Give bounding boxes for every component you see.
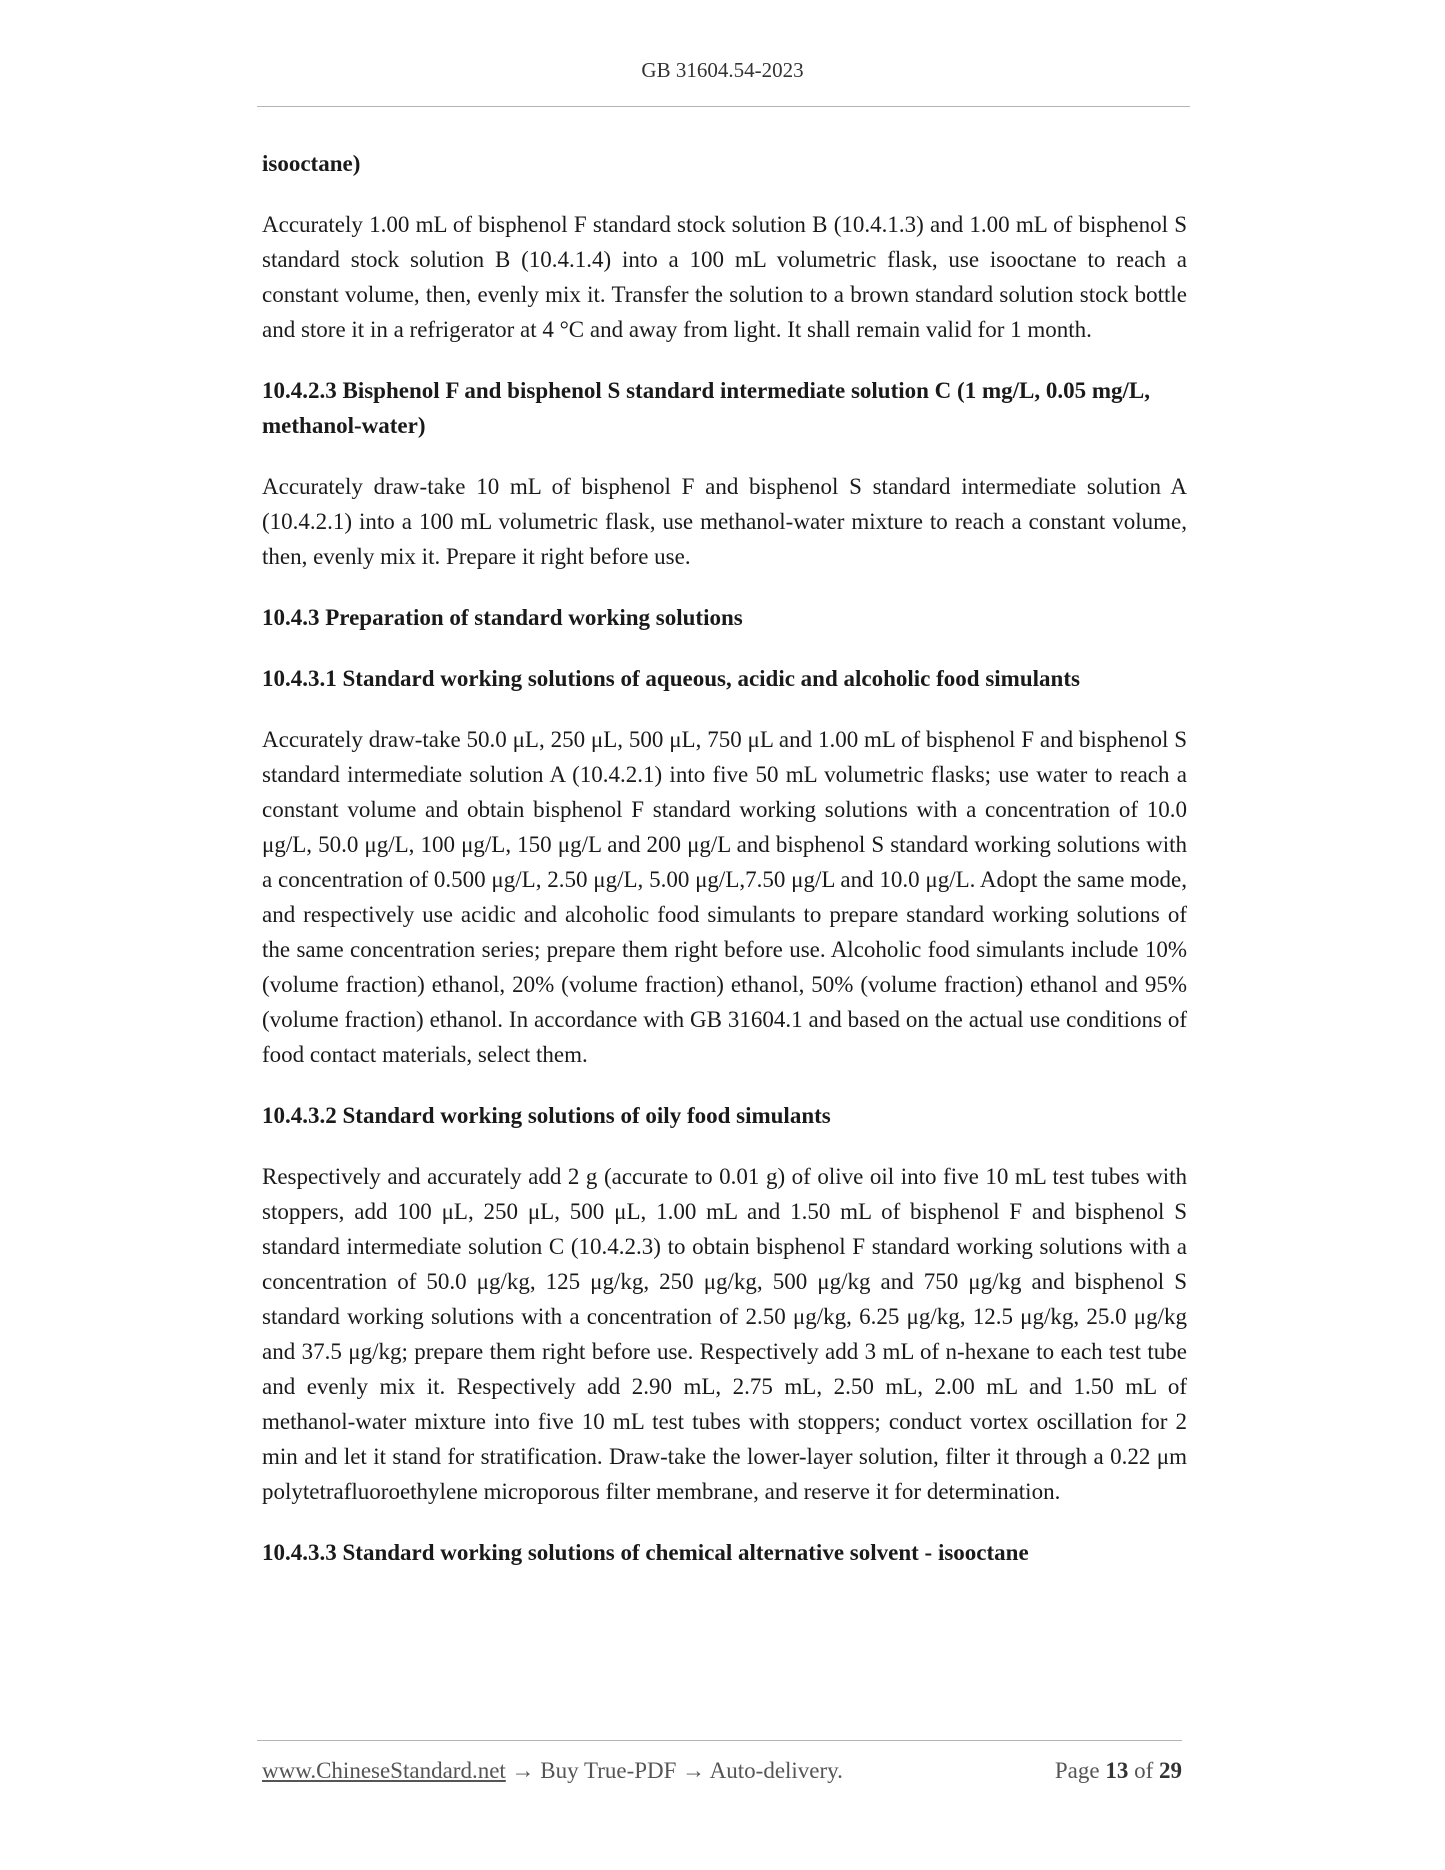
paragraph: Accurately draw-take 50.0 μL, 250 μL, 500 μL, 750 μL and 1.00 mL of bisphenol F and bisphenol S standard intermediate solution A (10.4.2.1) into five 50 mL volumetric flasks; use water to reach a constant volume and obtain bisphenol F standard working solutions with a concentration of 10.0 μg/L, 50.0 μg/L, 100 μg/L, 150 μg/L and 200 μg/L and bisphenol S standard working solutions with a concentration of 0.500 μg/L, 2.50 μg/L, 5.00 μg/L,7.50 μg/L and 10.0 μg/L. Adopt the same mode, and respectively use acidic and alcoholic food simulants to prepare standard working solutions of the same concentration series; prepare them right before use. Alcoholic food simulants include 10% (volume fraction) ethanol, 20% (volume fraction) ethanol, 50% (volume fraction) ethanol and 95% (volume fraction) ethanol. In accordance with GB 31604.1 and based on the actual use conditions of food contact materials, select them. <box>262 727 1187 1067</box>
section-heading-10-4-3-3: 10.4.3.3 Standard working solutions of chemical alternative solvent - isooctane <box>262 1540 1029 1565</box>
paragraph: Accurately draw-take 10 mL of bisphenol F and bisphenol S standard intermediate solution A (10.4.2.1) into a 100 mL volumetric flask, use methanol-water mixture to reach a constant volume, then, evenly mix it. Prepare it right before use. <box>262 474 1187 569</box>
page-of-label: of <box>1134 1758 1154 1783</box>
section-heading-continued: isooctane) <box>262 151 361 176</box>
section-heading-10-4-3-2: 10.4.3.2 Standard working solutions of oily food simulants <box>262 1103 831 1128</box>
section-heading-10-4-3-1: 10.4.3.1 Standard working solutions of aqueous, acidic and alcoholic food simulants <box>262 666 1080 691</box>
page-label: Page <box>1054 1758 1100 1783</box>
footer-divider <box>257 1740 1182 1741</box>
section-heading-10-4-2-3: 10.4.2.3 Bisphenol F and bisphenol S standard intermediate solution C (1 mg/L, 0.05 mg/L, methanol-water) <box>262 378 1150 438</box>
footer-tagline: → Buy True-PDF → Auto-delivery. <box>505 1758 843 1783</box>
document-body <box>262 146 1187 1596</box>
header-divider <box>257 106 1190 107</box>
section-heading-10-4-3: 10.4.3 Preparation of standard working solutions <box>262 605 743 630</box>
page-total: 29 <box>1159 1758 1182 1783</box>
footer-promo <box>262 1758 843 1784</box>
page-current: 13 <box>1105 1758 1129 1783</box>
paragraph: Respectively and accurately add 2 g (accurate to 0.01 g) of olive oil into five 10 mL test tubes with stoppers, add 100 μL, 250 μL, 500 μL, 1.00 mL and 1.50 mL of bisphenol F and bisphenol S standard intermediate solution C (10.4.2.3) to obtain bisphenol F standard working solutions with a concentration of 50.0 μg/kg, 125 μg/kg, 250 μg/kg, 500 μg/kg and 750 μg/kg and bisphenol S standard working solutions with a concentration of 2.50 μg/kg, 6.25 μg/kg, 12.5 μg/kg, 25.0 μg/kg and 37.5 μg/kg; prepare them right before use. Respectively add 3 mL of n-hexane to each test tube and evenly mix it. Respectively add 2.90 mL, 2.75 mL, 2.50 mL, 2.00 mL and 1.50 mL of methanol-water mixture into five 10 mL test tubes with stoppers; conduct vortex oscillation for 2 min and let it stand for stratification. Draw-take the lower-layer solution, filter it through a 0.22 μm polytetrafluoroethylene microporous filter membrane, and reserve it for determination. <box>262 1164 1187 1504</box>
document-header: GB 31604.54-2023 <box>641 58 804 82</box>
website-link[interactable]: www.ChineseStandard.net <box>262 1758 506 1783</box>
page-indicator <box>1055 1758 1182 1784</box>
paragraph: Accurately 1.00 mL of bisphenol F standard stock solution B (10.4.1.3) and 1.00 mL of bisphenol S standard stock solution B (10.4.1.4) into a 100 mL volumetric flask, use isooctane to reach a constant volume, then, evenly mix it. Transfer the solution to a brown standard solution stock bottle and store it in a refrigerator at 4 °C and away from light. It shall remain valid for 1 month. <box>262 212 1187 342</box>
